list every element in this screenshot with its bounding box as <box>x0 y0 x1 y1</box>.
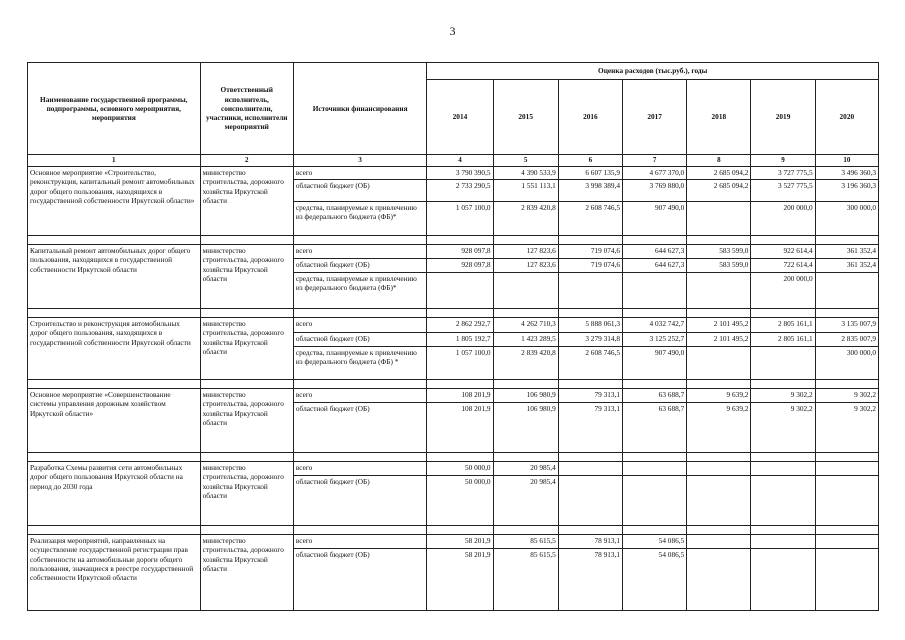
expense-value-2019 <box>751 549 815 611</box>
expense-value-2017: 63 688,7 <box>623 403 687 453</box>
separator-cell <box>28 380 201 389</box>
column-number: 4 <box>427 155 493 167</box>
header-name: Наименование государственной программы, подпрограммы, основного мероприятия, мероприятия <box>28 63 201 155</box>
group-separator <box>28 309 879 318</box>
expense-value-2018: 2 101 495,2 <box>687 318 751 333</box>
expense-value-2015: 106 980,9 <box>493 403 558 453</box>
expense-value-2017: 3 769 880,0 <box>623 180 687 202</box>
expense-value-2018 <box>687 549 751 611</box>
expense-value-2020: 361 352,4 <box>815 245 878 259</box>
separator-cell <box>427 236 493 245</box>
column-number: 8 <box>687 155 751 167</box>
expense-value-2019: 722 614,4 <box>751 259 815 273</box>
expense-value-2019: 3 727 775,5 <box>751 167 815 180</box>
expense-value-2020: 3 135 007,9 <box>815 318 878 333</box>
header-responsible: Ответственный исполнитель, соисполнители, участники, исполнители мероприятий <box>200 63 293 155</box>
expense-value-2016 <box>558 476 622 526</box>
funding-source: областной бюджет (ОБ) <box>293 259 426 273</box>
funding-source: средства, планируемые к привлечению из федерального бюджета (ФБ)* <box>293 202 426 236</box>
separator-cell <box>293 453 426 462</box>
separator-cell <box>28 309 201 318</box>
separator-cell <box>558 526 622 535</box>
header-year-2020: 2020 <box>815 80 878 155</box>
separator-cell <box>623 453 687 462</box>
column-number: 3 <box>293 155 426 167</box>
expense-value-2017 <box>623 476 687 526</box>
expense-value-2018: 583 599,0 <box>687 245 751 259</box>
separator-cell <box>28 526 201 535</box>
separator-cell <box>751 309 815 318</box>
separator-cell <box>200 309 293 318</box>
expense-value-2018: 9 639,2 <box>687 403 751 453</box>
expense-value-2020 <box>815 549 878 611</box>
expense-value-2015: 2 839 420,8 <box>493 347 558 380</box>
expense-value-2014: 108 201,9 <box>427 403 493 453</box>
separator-cell <box>687 526 751 535</box>
expenditure-table <box>27 62 879 611</box>
expense-value-2016: 78 913,1 <box>558 535 622 549</box>
header-estimate: Оценка расходов (тыс.руб.), годы <box>427 63 879 80</box>
separator-cell <box>293 380 426 389</box>
column-numbers-row <box>28 155 879 167</box>
expense-value-2016: 78 913,1 <box>558 549 622 611</box>
column-number: 6 <box>558 155 622 167</box>
funding-source: всего <box>293 167 426 180</box>
separator-cell <box>200 526 293 535</box>
expense-value-2016: 719 074,6 <box>558 259 622 273</box>
funding-source: всего <box>293 535 426 549</box>
table-row <box>28 318 879 333</box>
expense-value-2015: 20 985,4 <box>493 462 558 476</box>
expense-value-2018: 2 685 094,2 <box>687 180 751 202</box>
separator-cell <box>623 236 687 245</box>
expense-value-2020 <box>815 273 878 309</box>
funding-source: всего <box>293 389 426 403</box>
expense-value-2017: 63 688,7 <box>623 389 687 403</box>
separator-cell <box>687 236 751 245</box>
expense-value-2017 <box>623 273 687 309</box>
column-number: 9 <box>751 155 815 167</box>
separator-cell <box>558 380 622 389</box>
expense-value-2019: 2 805 161,1 <box>751 318 815 333</box>
expense-value-2014: 928 097,8 <box>427 245 493 259</box>
separator-cell <box>815 453 878 462</box>
expense-value-2014: 50 000,0 <box>427 462 493 476</box>
expense-value-2019: 922 614,4 <box>751 245 815 259</box>
funding-source: средства, планируемые к привлечению из федерального бюджета (ФБ)* <box>293 273 426 309</box>
header-year-2015: 2015 <box>493 80 558 155</box>
table-row <box>28 462 879 476</box>
separator-cell <box>558 453 622 462</box>
expense-value-2015: 2 839 420,8 <box>493 202 558 236</box>
expense-value-2018: 583 599,0 <box>687 259 751 273</box>
expense-value-2017: 644 627,3 <box>623 259 687 273</box>
separator-cell <box>28 236 201 245</box>
expense-value-2014: 2 733 290,5 <box>427 180 493 202</box>
expense-value-2015: 106 980,9 <box>493 389 558 403</box>
separator-cell <box>200 380 293 389</box>
group-separator <box>28 526 879 535</box>
column-number: 1 <box>28 155 201 167</box>
header-year-2016: 2016 <box>558 80 622 155</box>
group-separator <box>28 236 879 245</box>
expense-value-2018 <box>687 273 751 309</box>
expense-value-2019: 9 302,2 <box>751 403 815 453</box>
expense-value-2020: 300 000,0 <box>815 202 878 236</box>
activity-name: Разработка Схемы развития сети автомобильных дорог общего пользования Иркутской области на период до 2030 года <box>28 462 201 526</box>
expense-value-2020: 3 196 360,3 <box>815 180 878 202</box>
separator-cell <box>200 453 293 462</box>
funding-source: областной бюджет (ОБ) <box>293 180 426 202</box>
expense-value-2018 <box>687 535 751 549</box>
separator-cell <box>293 526 426 535</box>
table-row <box>28 535 879 549</box>
expense-value-2016: 719 074,6 <box>558 245 622 259</box>
expense-value-2016: 3 998 389,4 <box>558 180 622 202</box>
separator-cell <box>427 526 493 535</box>
separator-cell <box>815 309 878 318</box>
expense-value-2014: 50 000,0 <box>427 476 493 526</box>
responsible-executor: министерство строительства, дорожного хозяйства Иркутской области <box>200 318 293 380</box>
expense-value-2016: 2 608 746,5 <box>558 202 622 236</box>
expense-value-2017 <box>623 462 687 476</box>
separator-cell <box>427 453 493 462</box>
expense-value-2014: 928 097,8 <box>427 259 493 273</box>
separator-cell <box>623 380 687 389</box>
expense-value-2019: 200 000,0 <box>751 273 815 309</box>
expense-value-2018 <box>687 202 751 236</box>
separator-cell <box>815 236 878 245</box>
separator-cell <box>815 526 878 535</box>
expense-value-2017: 907 490,0 <box>623 202 687 236</box>
funding-source: всего <box>293 462 426 476</box>
expense-value-2017: 4 677 370,0 <box>623 167 687 180</box>
activity-name: Основное мероприятие «Совершенствование системы управления дорожным хозяйством Иркутской области» <box>28 389 201 453</box>
expense-value-2014: 1 805 192,7 <box>427 333 493 347</box>
expense-value-2015: 20 985,4 <box>493 476 558 526</box>
separator-cell <box>493 526 558 535</box>
expense-value-2020 <box>815 462 878 476</box>
expense-value-2016: 79 313,1 <box>558 403 622 453</box>
activity-name: Капитальный ремонт автомобильных дорог общего пользования, находящихся в государственной собственности Иркутской области <box>28 245 201 309</box>
expense-value-2016: 79 313,1 <box>558 389 622 403</box>
separator-cell <box>493 453 558 462</box>
separator-cell <box>558 309 622 318</box>
expense-value-2019: 200 000,0 <box>751 202 815 236</box>
expense-value-2019: 2 805 161,1 <box>751 333 815 347</box>
group-separator <box>28 380 879 389</box>
funding-source: областной бюджет (ОБ) <box>293 333 426 347</box>
separator-cell <box>751 236 815 245</box>
expense-value-2017: 54 086,5 <box>623 535 687 549</box>
expense-value-2020: 2 835 007,9 <box>815 333 878 347</box>
expense-value-2015: 1 423 289,5 <box>493 333 558 347</box>
responsible-executor: министерство строительства, дорожного хозяйства Иркутской области <box>200 535 293 611</box>
expense-value-2020: 300 000,0 <box>815 347 878 380</box>
responsible-executor: министерство строительства, дорожного хозяйства Иркутской области <box>200 462 293 526</box>
separator-cell <box>815 380 878 389</box>
header-source: Источники финансирования <box>293 63 426 155</box>
group-separator <box>28 453 879 462</box>
expense-value-2016: 2 608 746,5 <box>558 347 622 380</box>
expense-value-2016: 6 607 135,9 <box>558 167 622 180</box>
expense-value-2014: 58 201,9 <box>427 549 493 611</box>
expense-value-2019: 9 302,2 <box>751 389 815 403</box>
expense-value-2016: 3 279 314,8 <box>558 333 622 347</box>
column-number: 7 <box>623 155 687 167</box>
separator-cell <box>200 236 293 245</box>
separator-cell <box>493 309 558 318</box>
expense-value-2018 <box>687 476 751 526</box>
expense-value-2014: 58 201,9 <box>427 535 493 549</box>
separator-cell <box>493 236 558 245</box>
expense-value-2014: 3 790 390,5 <box>427 167 493 180</box>
expense-value-2020: 3 496 360,3 <box>815 167 878 180</box>
expense-value-2020 <box>815 476 878 526</box>
expense-value-2020: 361 352,4 <box>815 259 878 273</box>
expense-value-2017: 3 125 252,7 <box>623 333 687 347</box>
expense-value-2019 <box>751 462 815 476</box>
page-number: 3 <box>449 24 456 38</box>
expense-value-2014 <box>427 273 493 309</box>
funding-source: средства, планируемые к привлечению из федерального бюджета (ФБ) * <box>293 347 426 380</box>
expense-value-2017: 644 627,3 <box>623 245 687 259</box>
separator-cell <box>427 309 493 318</box>
separator-cell <box>293 236 426 245</box>
expense-value-2016 <box>558 462 622 476</box>
separator-cell <box>623 526 687 535</box>
column-number: 5 <box>493 155 558 167</box>
header-year-2019: 2019 <box>751 80 815 155</box>
funding-source: областной бюджет (ОБ) <box>293 403 426 453</box>
header-year-2018: 2018 <box>687 80 751 155</box>
expense-value-2019: 3 527 775,5 <box>751 180 815 202</box>
expense-value-2018: 2 101 495,2 <box>687 333 751 347</box>
responsible-executor: министерство строительства, дорожного хозяйства Иркутской области <box>200 167 293 236</box>
separator-cell <box>493 380 558 389</box>
expense-value-2020: 9 302,2 <box>815 403 878 453</box>
funding-source: областной бюджет (ОБ) <box>293 476 426 526</box>
funding-source: областной бюджет (ОБ) <box>293 549 426 611</box>
expense-value-2017: 4 032 742,7 <box>623 318 687 333</box>
header-year-2017: 2017 <box>623 80 687 155</box>
separator-cell <box>687 380 751 389</box>
expense-value-2015: 85 615,5 <box>493 549 558 611</box>
separator-cell <box>293 309 426 318</box>
separator-cell <box>623 309 687 318</box>
separator-cell <box>751 380 815 389</box>
activity-name: Строительство и реконструкция автомобильных дорог общего пользования, находящихся в государственной собственности Иркутской области <box>28 318 201 380</box>
column-number: 10 <box>815 155 878 167</box>
expense-value-2015 <box>493 273 558 309</box>
responsible-executor: министерство строительства, дорожного хозяйства Иркутской области <box>200 389 293 453</box>
separator-cell <box>751 526 815 535</box>
expense-value-2019 <box>751 347 815 380</box>
expense-value-2016 <box>558 273 622 309</box>
expense-value-2015: 1 551 113,1 <box>493 180 558 202</box>
activity-name: Реализация мероприятий, направленных на осуществление государственной регистрации прав собственности на автомобильные дороги общего пользования, значащиеся в реестре государственной собственности Иркутской области <box>28 535 201 611</box>
separator-cell <box>687 453 751 462</box>
expense-value-2016: 5 888 061,3 <box>558 318 622 333</box>
expense-value-2014: 1 057 100,0 <box>427 347 493 380</box>
separator-cell <box>687 309 751 318</box>
table-row <box>28 167 879 180</box>
expense-value-2014: 2 862 292,7 <box>427 318 493 333</box>
expense-value-2014: 108 201,9 <box>427 389 493 403</box>
table-row <box>28 389 879 403</box>
header-year-2014: 2014 <box>427 80 493 155</box>
column-number: 2 <box>200 155 293 167</box>
activity-name: Основное мероприятие «Строительство, реконструкция, капитальный ремонт автомобильных дорог общего пользования, находящихся в государственной собственности Иркутской области» <box>28 167 201 236</box>
expense-value-2019 <box>751 476 815 526</box>
expense-value-2015: 127 823,6 <box>493 245 558 259</box>
expense-value-2018: 9 639,2 <box>687 389 751 403</box>
expense-value-2018 <box>687 347 751 380</box>
separator-cell <box>558 236 622 245</box>
responsible-executor: министерство строительства, дорожного хозяйства Иркутской области <box>200 245 293 309</box>
expense-value-2015: 4 390 533,9 <box>493 167 558 180</box>
separator-cell <box>751 453 815 462</box>
expense-value-2020 <box>815 535 878 549</box>
separator-cell <box>28 453 201 462</box>
expense-value-2015: 85 615,5 <box>493 535 558 549</box>
expense-value-2019 <box>751 535 815 549</box>
expense-value-2018: 2 685 094,2 <box>687 167 751 180</box>
expense-value-2020: 9 302,2 <box>815 389 878 403</box>
expense-value-2017: 907 490,0 <box>623 347 687 380</box>
funding-source: всего <box>293 245 426 259</box>
expense-value-2014: 1 057 100,0 <box>427 202 493 236</box>
expense-value-2018 <box>687 462 751 476</box>
funding-source: всего <box>293 318 426 333</box>
expense-value-2015: 127 823,6 <box>493 259 558 273</box>
separator-cell <box>427 380 493 389</box>
expense-value-2017: 54 086,5 <box>623 549 687 611</box>
expense-value-2015: 4 262 710,3 <box>493 318 558 333</box>
table-row <box>28 245 879 259</box>
